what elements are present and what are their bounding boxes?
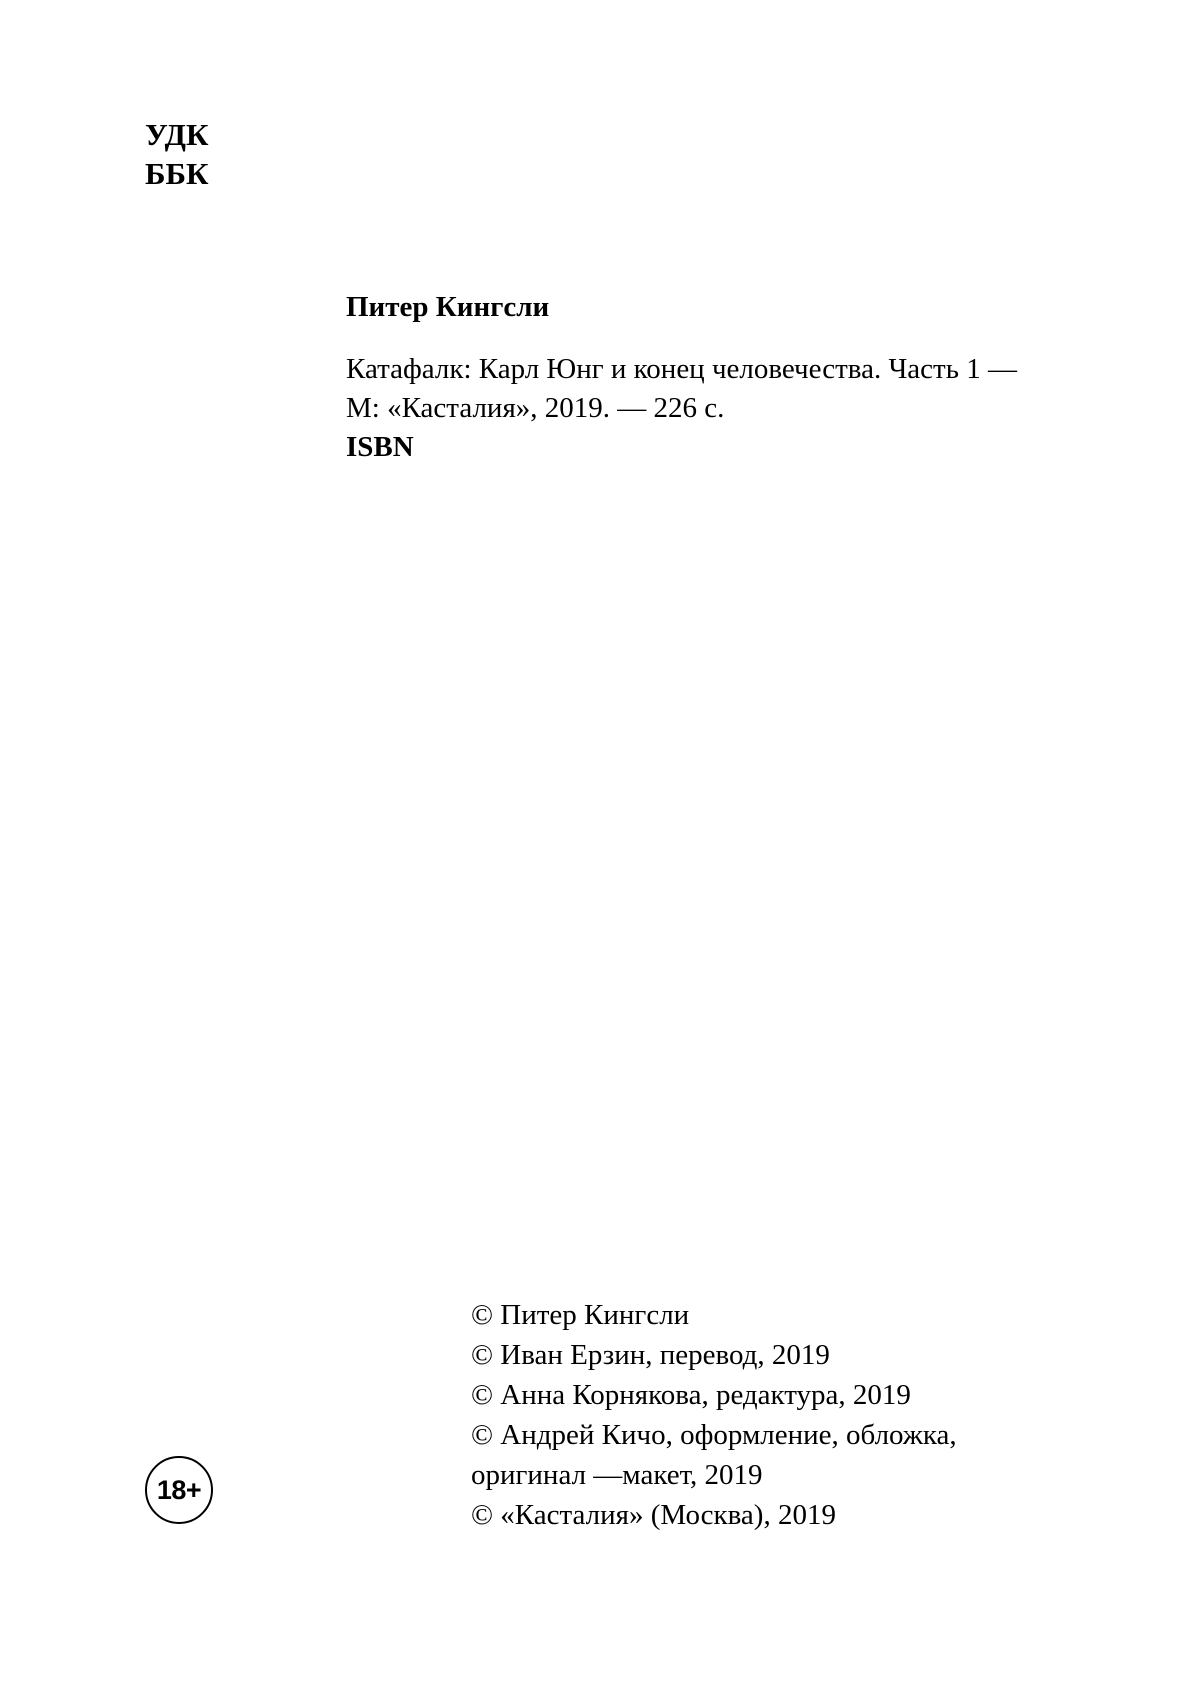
description-line-2: М: «Касталия», 2019. — 226 с. — [346, 392, 725, 424]
bibliographic-description — [346, 350, 1066, 428]
isbn-label: ISBN — [346, 431, 414, 463]
copyright-line: © Питер Кингсли — [471, 1299, 690, 1331]
copyright-line: © Анна Корнякова, редактура, 2019 — [471, 1379, 911, 1411]
age-rating-badge: 18+ — [145, 1456, 213, 1524]
classification-block — [145, 115, 208, 193]
copyright-line: © Иван Ерзин, перевод, 2019 — [471, 1339, 830, 1371]
author-name: Питер Кингсли — [346, 291, 550, 323]
copyright-line: © «Касталия» (Москва), 2019 — [471, 1499, 836, 1531]
description-line-1: Катафалк: Карл Юнг и конец человечества. Часть 1 — — [346, 353, 1017, 385]
bibliographic-record — [346, 288, 1066, 467]
copyright-line: © Андрей Кичо, оформление, обложка, — [471, 1419, 957, 1451]
copyright-block — [471, 1295, 1031, 1535]
udk-label: УДК — [145, 117, 209, 152]
copyright-line: оригинал —макет, 2019 — [471, 1459, 763, 1491]
bbk-label: ББК — [145, 156, 209, 191]
